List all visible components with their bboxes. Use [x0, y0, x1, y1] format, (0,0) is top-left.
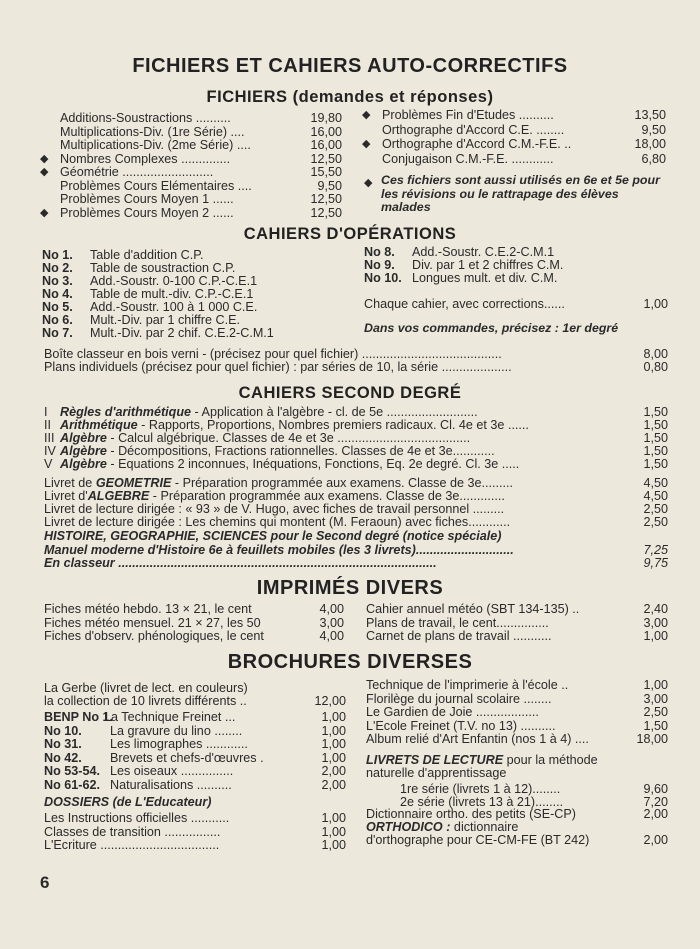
manuel-label: Manuel moderne d'Histoire 6e à feuillets mobiles (les 3 livrets)............................	[44, 543, 514, 557]
histoire-line: HISTOIRE, GEOGRAPHIE, SCIENCES pour le Second degré (notice spéciale)	[44, 529, 502, 543]
livret-price: 2,50	[643, 502, 668, 516]
classeur-price: 9,75	[643, 556, 668, 570]
fichier-price: 16,00	[310, 138, 342, 152]
diamond-icon: ◆	[362, 138, 371, 150]
benp-number: BENP No 1.	[44, 710, 114, 724]
benp-label: La Technique Freinet ...	[104, 710, 236, 724]
serie-label: 2e série (livrets 13 à 21)........	[400, 795, 564, 809]
fichier-label: Multiplications-Div. (1re Série) ....	[60, 124, 245, 139]
second-item-price: 1,50	[643, 444, 668, 458]
benp-label: La gravure du lino ........	[110, 723, 243, 738]
dossier-price: 1,00	[321, 824, 346, 839]
fichier-label: Orthographe d'Accord C.E. ........	[382, 122, 565, 137]
second-item-label: - Calcul algébrique. Classes de 4e et 3e ......................................	[106, 431, 471, 445]
operation-row	[42, 327, 274, 340]
operation-label: Add.-Soustr. 0-100 C.P.-C.E.1	[90, 274, 258, 288]
brochure-price: 3,00	[643, 691, 668, 706]
operation-label: Add.-Soustr. 100 à 1 000 C.E.	[90, 300, 258, 314]
operation-number: No 3.	[42, 274, 73, 288]
livret-label: - Préparation programmée aux examens. Classe de 3e.............	[149, 489, 505, 503]
fichier-price: 13,50	[634, 108, 666, 122]
benp-price: 1,00	[321, 737, 346, 751]
fichier-price: 12,50	[310, 205, 342, 220]
second-item-price: 1,50	[643, 405, 668, 419]
benp-text	[44, 711, 235, 724]
brochure-label: L'Ecole Freinet (T.V. no 13) ..........	[366, 718, 556, 733]
imprime-price: 3,00	[643, 615, 668, 630]
operation-number: No 4.	[42, 287, 73, 301]
operation-label: Div. par 1 et 2 chiffres C.M.	[412, 258, 564, 272]
extra-price: 0,80	[643, 360, 668, 374]
operation-label: Table d'addition C.P.	[90, 248, 204, 262]
diamond-icon: ◆	[40, 206, 49, 219]
extra-price: 8,00	[643, 347, 668, 361]
imprime-price: 2,40	[643, 602, 668, 616]
operation-number: No 9.	[364, 258, 395, 272]
fichier-label: Géométrie ..........................	[60, 165, 214, 179]
benp-text	[44, 725, 242, 738]
second-item-label: - Rapports, Proportions, Nombres premiers radicaux. Cl. 4e et 3e ......	[137, 418, 529, 432]
livret-price: 4,50	[643, 476, 668, 490]
livret-label: - Préparation programmée aux examens. Classe de 3e.........	[171, 476, 513, 490]
fichier-label: Nombres Complexes ..............	[60, 151, 231, 166]
livret-name: ALGEBRE	[87, 489, 150, 503]
operation-label: Mult.-Div. par 2 chif. C.E.2-C.M.1	[90, 326, 274, 340]
benp-number: No 53-54.	[44, 764, 100, 778]
roman-numeral: IV	[44, 444, 56, 458]
operations-heading: CAHIERS D'OPÉRATIONS	[243, 225, 457, 243]
livret-text	[44, 516, 510, 529]
dossiers-heading: DOSSIERS (de L'Educateur)	[44, 795, 212, 809]
operations-note: Dans vos commandes, précisez : 1er degré	[364, 321, 619, 335]
livrets-lecture-rest: pour la méthode	[503, 753, 598, 767]
benp-price: 2,00	[321, 764, 346, 778]
benp-price: 1,00	[321, 750, 346, 765]
second-item-label: - Décompositions, Fractions rationnelles. Classes de 4e et 3e............	[106, 444, 495, 458]
benp-label: Brevets et chefs-d'œuvres .	[110, 750, 264, 765]
orthodico-rest: dictionnaire	[450, 820, 519, 834]
dossier-price: 1,00	[321, 838, 346, 852]
fichier-price: 6,80	[641, 151, 666, 166]
operation-number: No 10.	[364, 271, 402, 285]
orthodico-price: 2,00	[643, 833, 668, 847]
brochure-price: 1,00	[643, 678, 668, 692]
operation-label: Table de soustraction C.P.	[90, 261, 236, 275]
benp-label: Naturalisations ..........	[110, 777, 232, 792]
imprime-label: Fiches d'observ. phénologiques, le cent	[44, 629, 264, 643]
operation-number: No 6.	[42, 313, 73, 327]
classeur-label: En classeur ...........................................................................................	[44, 556, 437, 570]
fichier-label: Problèmes Cours Elémentaires ....	[60, 178, 252, 193]
benp-number: No 61-62.	[44, 777, 100, 792]
roman-numeral: II	[44, 418, 51, 432]
operation-number: No 1.	[42, 248, 73, 262]
diamond-icon: ◆	[364, 177, 373, 189]
benp-price: 1,00	[321, 710, 346, 724]
second-item-name: Algèbre	[60, 431, 107, 445]
fichier-price: 16,00	[310, 124, 342, 139]
brochure-label: Technique de l'imprimerie à l'école ..	[366, 678, 569, 692]
benp-number: No 42.	[44, 750, 82, 765]
imprime-label: Fiches météo hebdo. 13 × 21, le cent	[44, 602, 252, 616]
second-item-label: - Application à l'algèbre - cl. de 5e ..........................	[191, 405, 478, 419]
gerbe-line1: La Gerbe (livret de lect. en couleurs)	[44, 681, 248, 695]
orthodico-title: ORTHODICO :	[366, 820, 451, 834]
imprime-label: Cahier annuel météo (SBT 134-135) ..	[366, 602, 580, 616]
second-item-price: 1,50	[643, 457, 668, 471]
fichier-price: 19,80	[310, 111, 342, 125]
benp-number: No 10.	[44, 723, 82, 738]
fichier-label: Conjugaison C.M.-F.E. ............	[382, 151, 554, 166]
benp-price: 1,00	[321, 723, 346, 738]
second-item-label: - Equations 2 inconnues, Inéquations, Fonctions, Eq. 2e degré. Cl. 3e .....	[106, 457, 520, 471]
benp-text	[44, 765, 233, 778]
brochure-price: 18,00	[636, 732, 668, 746]
gerbe-price: 12,00	[314, 694, 346, 708]
operation-label: Longues mult. et div. C.M.	[412, 271, 558, 285]
serie-label: 1re série (livrets 1 à 12)........	[400, 782, 561, 796]
operation-number: No 2.	[42, 261, 73, 275]
imprime-price: 3,00	[319, 615, 344, 630]
brochure-label: Florilège du journal scolaire ........	[366, 691, 552, 706]
second-item-name: Algèbre	[60, 457, 107, 471]
benp-text	[44, 752, 264, 765]
benp-label: Les oiseaux ...............	[110, 764, 234, 778]
benp-number: No 31.	[44, 737, 82, 751]
serie-price: 7,20	[643, 795, 668, 809]
operation-label: Mult.-Div. par 1 chiffre C.E.	[90, 313, 240, 327]
brochure-price: 2,50	[643, 705, 668, 719]
fichier-label: Problèmes Fin d'Etudes ..........	[382, 108, 554, 122]
manuel-price: 7,25	[643, 543, 668, 557]
page-title: FICHIERS ET CAHIERS AUTO-CORRECTIFS	[132, 55, 568, 77]
diamond-icon: ◆	[40, 152, 49, 165]
livret-prefix: Livret d'	[44, 489, 88, 503]
imprime-price: 1,00	[643, 629, 668, 643]
second-item-text	[44, 458, 519, 471]
imprime-label: Carnet de plans de travail ...........	[366, 629, 552, 643]
operation-label: Table de mult.-div. C.P.-C.E.1	[90, 287, 254, 301]
second-heading: CAHIERS SECOND DEGRÉ	[238, 384, 462, 402]
extra-label: Plans individuels (précisez pour quel fichier) : par séries de 10, la série ....................	[44, 360, 512, 374]
imprime-label: Fiches météo mensuel. 21 × 27, les 50	[44, 615, 261, 630]
dico-label: Dictionnaire ortho. des petits (SE-CP)	[366, 807, 576, 821]
fichier-price: 9,50	[641, 122, 666, 137]
fichier-price: 12,50	[310, 192, 342, 206]
second-item-name: Arithmétique	[60, 418, 138, 432]
fichier-price: 12,50	[310, 151, 342, 166]
diamond-icon: ◆	[40, 166, 49, 178]
dossier-label: Classes de transition ................	[44, 824, 221, 839]
livrets-lecture-line2: naturelle d'apprentissage	[366, 766, 507, 780]
dossier-price: 1,00	[321, 811, 346, 825]
brochure-price: 1,50	[643, 718, 668, 733]
livret-label: Livret de lecture dirigée : Les chemins qui montent (M. Feraoun) avec fiches............	[44, 515, 511, 529]
operation-number: No 7.	[42, 326, 73, 340]
fichier-price: 9,50	[317, 178, 342, 193]
second-item-price: 1,50	[643, 431, 668, 445]
brochure-label: Le Gardien de Joie ..................	[366, 705, 539, 719]
extra-label: Boîte classeur en bois verni - (précisez pour quel fichier) ........................................	[44, 347, 502, 361]
benp-label: Les limographes ............	[110, 737, 248, 751]
brochure-label: Album relié d'Art Enfantin (nos 1 à 4) ....	[366, 732, 589, 746]
livret-label: Livret de lecture dirigée : « 93 » de V. Hugo, avec fiches de travail personnel .........	[44, 502, 505, 516]
livret-prefix: Livret de	[44, 476, 96, 490]
dico-price: 2,00	[643, 807, 668, 821]
page-number: 6	[40, 873, 50, 892]
operation-label: Add.-Soustr. C.E.2-C.M.1	[412, 245, 555, 259]
diamond-icon: ◆	[362, 109, 371, 121]
brochures-heading: BROCHURES DIVERSES	[227, 651, 473, 673]
roman-numeral: III	[44, 431, 55, 445]
imprime-price: 4,00	[319, 629, 344, 643]
fichier-price: 18,00	[634, 137, 666, 151]
fichier-label: Additions-Soustractions ..........	[60, 111, 231, 125]
operation-number: No 5.	[42, 300, 73, 314]
roman-numeral: V	[44, 457, 53, 471]
imprimes-heading: IMPRIMÉS DIVERS	[256, 577, 444, 599]
fichier-price: 15,50	[310, 165, 342, 179]
fichiers-heading: FICHIERS (demandes et réponses)	[206, 88, 494, 106]
benp-price: 2,00	[321, 777, 346, 792]
benp-text	[44, 738, 248, 751]
livret-name: GEOMETRIE	[95, 476, 172, 490]
fichier-label: Orthographe d'Accord C.M.-F.E. ..	[382, 137, 572, 151]
second-item-name: Algèbre	[60, 444, 107, 458]
imprime-price: 4,00	[319, 602, 344, 616]
operation-number: No 8.	[364, 245, 395, 259]
imprime-label: Plans de travail, le cent...............	[366, 615, 549, 630]
roman-numeral: I	[44, 405, 48, 419]
orthodico-label: d'orthographe pour CE-CM-FE (BT 242)	[366, 833, 590, 847]
dossier-label: L'Ecriture ..................................	[44, 838, 220, 852]
fichier-label: Problèmes Cours Moyen 2 ......	[60, 205, 234, 220]
dossier-label: Les Instructions officielles ...........	[44, 811, 230, 825]
livret-price: 2,50	[643, 515, 668, 529]
fichier-label: Multiplications-Div. (2me Série) ....	[60, 138, 251, 152]
fichiers-note: Ces fichiers sont aussi utilisés en 6e et 5e pour les révisions ou le rattrapage des élèves malades	[381, 173, 660, 214]
fichier-label: Problèmes Cours Moyen 1 ......	[60, 192, 234, 206]
operation-row	[364, 272, 557, 285]
livret-price: 4,50	[643, 489, 668, 503]
each-cahier-label: Chaque cahier, avec corrections......	[364, 297, 565, 311]
second-item-name: Règles d'arithmétique	[60, 405, 192, 419]
serie-price: 9,60	[643, 782, 668, 796]
livrets-lecture-title: LIVRETS DE LECTURE	[366, 753, 504, 767]
each-cahier-price: 1,00	[643, 297, 668, 311]
gerbe-label: la collection de 10 livrets différents ..	[44, 694, 247, 708]
benp-text	[44, 779, 232, 792]
second-item-price: 1,50	[643, 418, 668, 432]
